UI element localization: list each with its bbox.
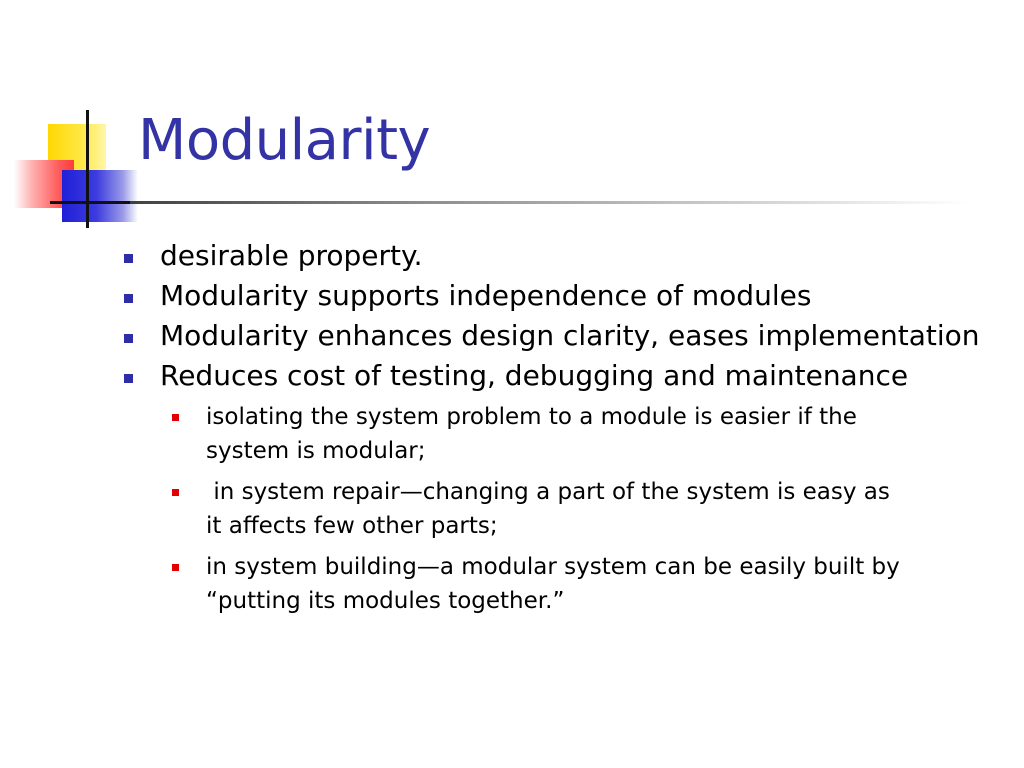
sub-bullet-item xyxy=(166,400,906,468)
bullet-marker xyxy=(124,374,133,383)
sub-bullet-item xyxy=(166,475,906,543)
sub-bullet-marker xyxy=(172,564,179,571)
cross-vertical-line xyxy=(86,110,89,228)
sub-bullet-item xyxy=(166,550,906,618)
cross-horizontal-line xyxy=(50,201,130,204)
bullet-item xyxy=(120,240,980,272)
bullet-list xyxy=(120,240,980,625)
slide-title: Modularity xyxy=(138,108,431,173)
sub-bullet-marker xyxy=(172,489,179,496)
sub-bullet-text: in system building—a modular system can be easily built by “putting its modules together.” xyxy=(206,554,908,614)
sub-bullet-marker xyxy=(172,414,179,421)
bullet-text: desirable property. xyxy=(160,239,423,272)
bullet-item xyxy=(120,280,980,312)
bullet-item xyxy=(120,360,980,392)
title-underline xyxy=(50,201,970,204)
bullet-item xyxy=(120,320,980,352)
sub-bullet-text: isolating the system problem to a module is easier if the system is modular; xyxy=(206,404,865,464)
bullet-text: Modularity supports independence of modules xyxy=(160,279,812,312)
bullet-marker xyxy=(124,294,133,303)
bullet-marker xyxy=(124,334,133,343)
blue-square xyxy=(62,170,138,222)
bullet-marker xyxy=(124,254,133,263)
sub-bullet-text: in system repair—changing a part of the system is easy as it affects few other parts; xyxy=(206,479,898,539)
bullet-text: Reduces cost of testing, debugging and maintenance xyxy=(160,359,909,392)
bullet-text: Modularity enhances design clarity, eases implementation xyxy=(160,319,980,352)
